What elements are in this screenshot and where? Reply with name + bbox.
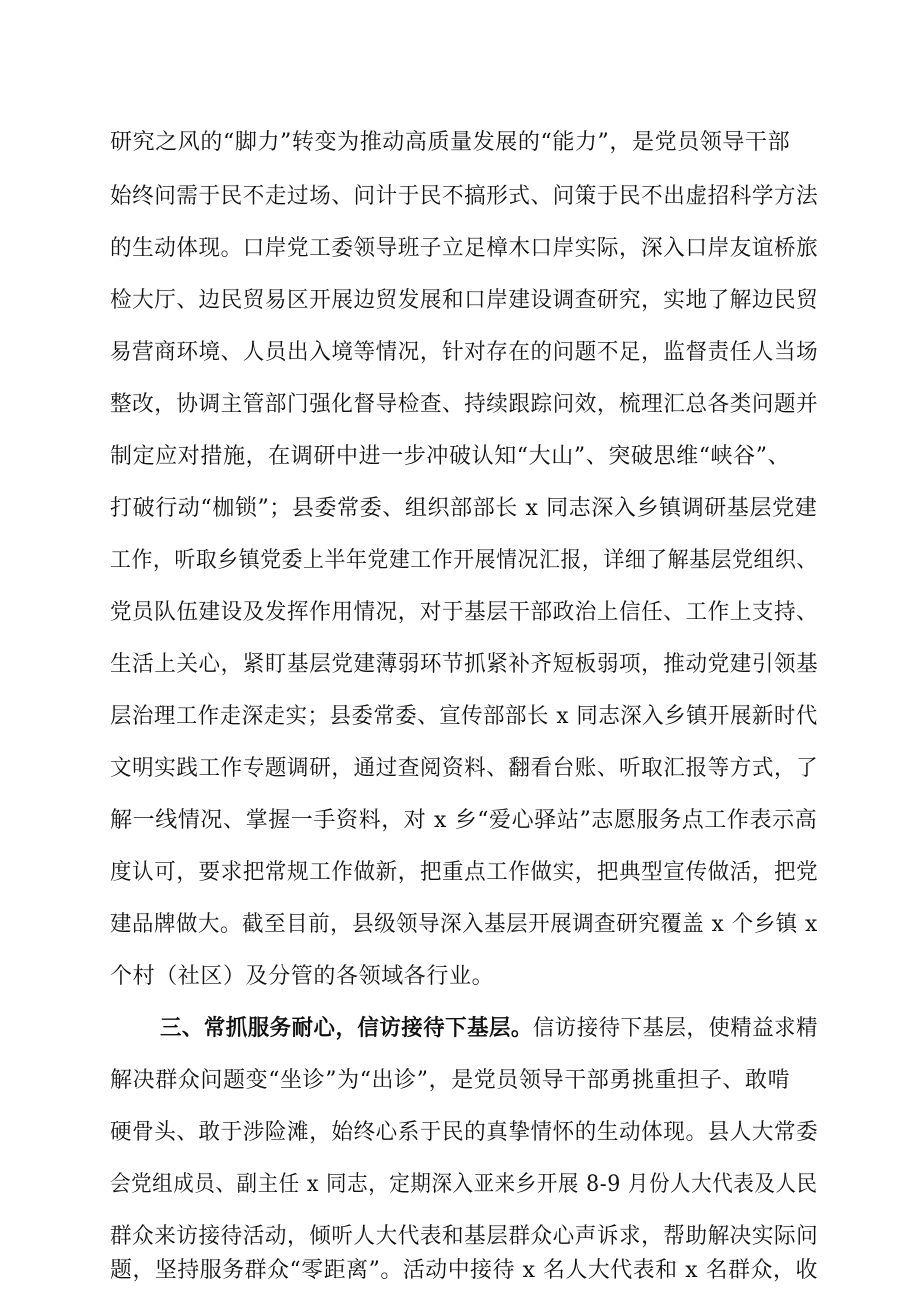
section-heading: 三、常抓服务耐心，信访接待下基层。 (160, 1016, 533, 1041)
paragraph-1-line-12: 层治理工作走深走实；县委常委、宣传部部长 x 同志深入乡镇开展新时代 (110, 704, 818, 729)
paragraph-1-line-3: 的生动体现。口岸党工委领导班子立足樟木口岸实际，深入口岸友谊桥旅 (110, 236, 819, 261)
paragraph-2-line-5: 群众来访接待活动，倾听人大代表和基层群众心声诉求，帮助解决实际问 (110, 1224, 819, 1249)
paragraph-2-line-4: 会党组成员、副主任 x 同志，定期深入亚来乡开展 8-9 月份人大代表及人民 (110, 1172, 818, 1197)
paragraph-1-line-13: 文明实践工作专题调研，通过查阅资料、翻看台账、听取汇报等方式，了 (110, 756, 819, 781)
paragraph-2-first-line (160, 1012, 818, 1046)
paragraph-2-first-line-text: 信访接待下基层，使精益求精 (532, 1016, 819, 1041)
paragraph-1-line-4: 检大厅、边民贸易区开展边贸发展和口岸建设调查研究，实地了解边民贸 (110, 288, 819, 313)
paragraph-1-line-17: 个村（社区）及分管的各领域各行业。 (110, 964, 495, 989)
paragraph-2-line-3: 硬骨头、敢于涉险滩，始终心系于民的真挚情怀的生动体现。县人大常委 (110, 1120, 819, 1145)
paragraph-1-line-2: 始终问需于民不走过场、问计于民不搞形式、问策于民不出虚招科学方法 (110, 184, 819, 209)
paragraph-1-line-8: 打破行动“枷锁”；县委常委、组织部部长 x 同志深入乡镇调研基层党建 (110, 496, 818, 521)
paragraph-2-line-2: 解决群众问题变“坐诊”为“出诊”，是党员领导干部勇挑重担子、敢啃 (110, 1068, 791, 1093)
paragraph-1-line-7: 制定应对措施，在调研中进一步冲破认知“大山”、突破思维“峡谷”、 (110, 444, 791, 469)
paragraph-1-line-1: 研究之风的“脚力”转变为推动高质量发展的“能力”，是党员领导干部 (110, 130, 791, 155)
paragraph-1-line-11: 生活上关心，紧盯基层党建薄弱环节抓紧补齐短板弱项，推动党建引领基 (110, 652, 819, 677)
paragraph-1-line-15: 度认可，要求把常规工作做新，把重点工作做实，把典型宣传做活，把党 (110, 860, 819, 885)
paragraph-1-line-5: 易营商环境、人员出入境等情况，针对存在的问题不足，监督责任人当场 (110, 340, 819, 365)
paragraph-1-line-10: 党员队伍建设及发挥作用情况，对于基层干部政治上信任、工作上支持、 (110, 600, 819, 625)
paragraph-2-line-6: 题，坚持服务群众“零距离”。活动中接待 x 名人大代表和 x 名群众，收 (110, 1258, 818, 1283)
paragraph-1-line-16: 建品牌做大。截至目前，县级领导深入基层开展调查研究覆盖 x 个乡镇 x (110, 912, 818, 937)
paragraph-1-line-6: 整改，协调主管部门强化督导检查、持续跟踪问效，梳理汇总各类问题并 (110, 392, 819, 417)
paragraph-1-line-9: 工作，听取乡镇党委上半年党建工作开展情况汇报，详细了解基层党组织、 (110, 548, 818, 573)
paragraph-1-line-14: 解一线情况、掌握一手资料，对 x 乡“爱心驿站”志愿服务点工作表示高 (110, 808, 818, 833)
